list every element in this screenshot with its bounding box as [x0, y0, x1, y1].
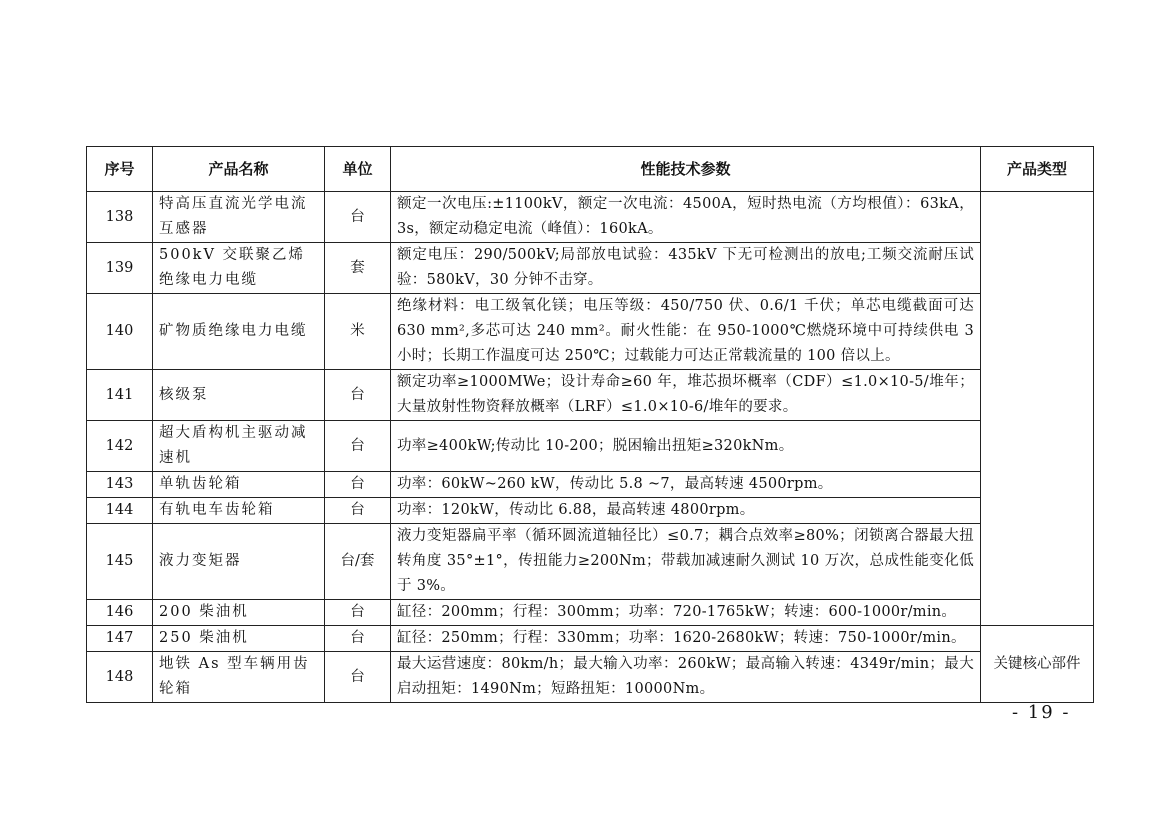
- row-index: 147: [87, 626, 153, 652]
- table-row: [87, 243, 1094, 294]
- row-specs: 绝缘材料：电工级氧化镁；电压等级：450/750 伏、0.6/1 千伏；单芯电缆截面可达 630 mm²,多芯可达 240 mm²。耐火性能：在 950-1000℃燃烧环境中可持续供电 3 小时；长期工作温度可达 250℃；过载能力可达正常载流量的 100 倍以上。: [391, 294, 981, 370]
- row-index: 146: [87, 600, 153, 626]
- row-unit: 台/套: [325, 524, 391, 600]
- row-index: 143: [87, 472, 153, 498]
- row-index: 142: [87, 421, 153, 472]
- header-name: 产品名称: [153, 147, 325, 192]
- row-name: 500kV 交联聚乙烯绝缘电力电缆: [153, 243, 325, 294]
- product-table: [86, 146, 1094, 703]
- row-name: 矿物质绝缘电力电缆: [153, 294, 325, 370]
- row-name: 特高压直流光学电流互感器: [153, 192, 325, 243]
- table-header-row: [87, 147, 1094, 192]
- row-index: 145: [87, 524, 153, 600]
- row-unit: 台: [325, 600, 391, 626]
- page-number: - 19 -: [1012, 702, 1071, 723]
- header-type: 产品类型: [981, 147, 1094, 192]
- product-type-label: 关键核心部件: [981, 626, 1094, 703]
- table-row: [87, 600, 1094, 626]
- row-specs: 额定一次电压:±1100kV，额定一次电流：4500A，短时热电流（方均根值）：63kA，3s，额定动稳定电流（峰值）：160kA。: [391, 192, 981, 243]
- type-cell-empty: [981, 192, 1094, 626]
- row-index: 141: [87, 370, 153, 421]
- table-row: [87, 192, 1094, 243]
- row-name: 200 柴油机: [153, 600, 325, 626]
- row-specs: 功率：60kW~260 kW，传动比 5.8 ~7，最高转速 4500rpm。: [391, 472, 981, 498]
- row-name: 250 柴油机: [153, 626, 325, 652]
- row-unit: 台: [325, 421, 391, 472]
- row-specs: 功率：120kW，传动比 6.88，最高转速 4800rpm。: [391, 498, 981, 524]
- row-unit: 台: [325, 652, 391, 703]
- row-index: 144: [87, 498, 153, 524]
- header-specs: 性能技术参数: [391, 147, 981, 192]
- row-unit: 台: [325, 472, 391, 498]
- table-row: [87, 524, 1094, 600]
- row-specs: 缸径：200mm；行程：300mm；功率：720-1765kW；转速：600-1000r/min。: [391, 600, 981, 626]
- row-unit: 台: [325, 498, 391, 524]
- table-row: [87, 498, 1094, 524]
- table-row: [87, 652, 1094, 703]
- row-unit: 台: [325, 370, 391, 421]
- header-unit: 单位: [325, 147, 391, 192]
- row-specs: 最大运营速度：80km/h；最大输入功率：260kW；最高输入转速：4349r/min；最大启动扭矩：1490Nm；短路扭矩：10000Nm。: [391, 652, 981, 703]
- row-index: 140: [87, 294, 153, 370]
- row-name: 地铁 As 型车辆用齿轮箱: [153, 652, 325, 703]
- row-name: 超大盾构机主驱动减速机: [153, 421, 325, 472]
- table-row: [87, 370, 1094, 421]
- row-index: 139: [87, 243, 153, 294]
- row-index: 148: [87, 652, 153, 703]
- table-row: [87, 472, 1094, 498]
- header-index: 序号: [87, 147, 153, 192]
- row-unit: 台: [325, 192, 391, 243]
- row-index: 138: [87, 192, 153, 243]
- table-row: [87, 294, 1094, 370]
- row-name: 有轨电车齿轮箱: [153, 498, 325, 524]
- row-specs: 液力变矩器扁平率（循环圆流道轴径比）≤0.7；耦合点效率≥80%；闭锁离合器最大扭转角度 35°±1°，传扭能力≥200Nm；带载加减速耐久测试 10 万次，总成性能变化低于 3%。: [391, 524, 981, 600]
- row-name: 液力变矩器: [153, 524, 325, 600]
- row-specs: 额定功率≥1000MWe；设计寿命≥60 年，堆芯损坏概率（CDF）≤1.0×10-5/堆年；大量放射性物资释放概率（LRF）≤1.0×10-6/堆年的要求。: [391, 370, 981, 421]
- row-unit: 台: [325, 626, 391, 652]
- row-unit: 套: [325, 243, 391, 294]
- row-name: 单轨齿轮箱: [153, 472, 325, 498]
- table-row: [87, 421, 1094, 472]
- row-unit: 米: [325, 294, 391, 370]
- row-specs: 缸径：250mm；行程：330mm；功率：1620-2680kW；转速：750-1000r/min。: [391, 626, 981, 652]
- row-specs: 额定电压：290/500kV;局部放电试验：435kV 下无可检测出的放电;工频交流耐压试验：580kV，30 分钟不击穿。: [391, 243, 981, 294]
- row-name: 核级泵: [153, 370, 325, 421]
- product-table-container: [86, 146, 1093, 703]
- row-specs: 功率≥400kW;传动比 10-200；脱困输出扭矩≥320kNm。: [391, 421, 981, 472]
- table-row: [87, 626, 1094, 652]
